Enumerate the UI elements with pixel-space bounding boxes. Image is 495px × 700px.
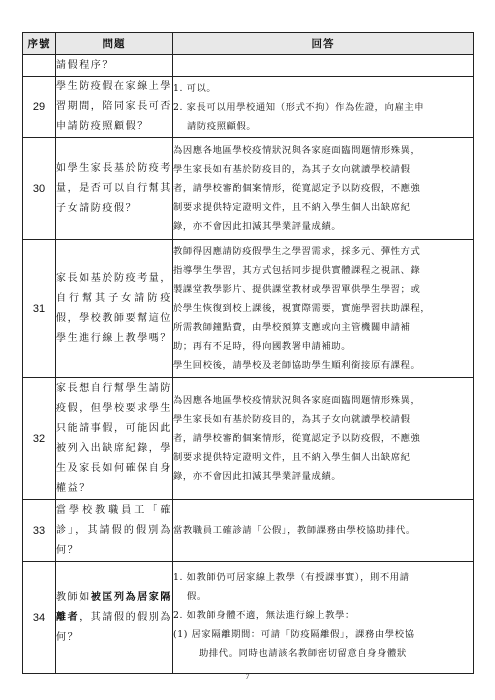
row-answer	[173, 138, 474, 240]
page-number: 7	[245, 672, 250, 681]
row-answer	[173, 240, 474, 378]
row-answer	[173, 378, 474, 500]
row-number: 33	[23, 500, 56, 562]
answer-line: 2. 如教師身體不適，無法進行線上教學：	[173, 610, 355, 621]
answer-line: 1. 如教師仍可居家線上教學（有授課事實），則不用請	[173, 572, 410, 583]
answer-line: 學生家長如有基於防疫目的，為其子女向就讀學校請假	[173, 414, 411, 425]
answer-line: 假。	[187, 591, 207, 602]
continuation-no-cell	[23, 55, 56, 77]
continuation-answer-cell	[173, 55, 474, 77]
header-question: 問題	[56, 33, 173, 55]
row-question: 如學生家長基於防疫考量，是否可以自行幫其子女請防疫假？	[56, 138, 173, 240]
row-number: 31	[23, 240, 56, 378]
row-number: 34	[23, 562, 56, 674]
row-number: 32	[23, 378, 56, 500]
row-answer	[173, 77, 474, 138]
answer-line: 請防疫照顧假。	[187, 120, 257, 132]
question-tail: ，其請假的假別為何？	[56, 611, 173, 643]
row-answer	[173, 562, 474, 674]
answer-line: 為因應各地區學校疫情狀況與各家庭面臨問題情形殊異，	[173, 145, 421, 156]
table-row	[23, 138, 474, 240]
answer-line: 於學生恢復到校上課後，視實際需要，實施學習扶助課程，	[173, 303, 431, 314]
answer-line: 製課堂教學影片、提供課堂教材或學習單供學生學習；或	[173, 284, 421, 295]
row-answer	[173, 500, 474, 562]
answer-line: 教師得因應請防疫假學生之學習需求，採多元、彈性方式	[173, 246, 421, 257]
table-row	[23, 77, 474, 138]
answer-line: 者，請學校審酌個案情形，從寬認定予以防疫假，不應強	[173, 433, 421, 444]
row-question: 學生防疫假在家線上學習期間，陪同家長可否申請防疫照顧假？	[56, 77, 173, 138]
answer-line: 1. 可以。	[173, 82, 217, 94]
header-row	[23, 33, 474, 55]
answer-line: 2. 家長可以用學校通知（形式不拘）作為佐證，向雇主申	[173, 101, 425, 113]
answer-line: 錄，亦不會因此扣減其學業評量成績。	[173, 471, 342, 482]
continuation-row	[23, 55, 474, 77]
answer-line: 所需教師鐘點費，由學校預算支應或向主管機關申請補	[173, 322, 411, 333]
answer-line: 助；再有不足時，得向國教署申請補助。	[173, 341, 352, 352]
answer-line: 為因應各地區學校疫情狀況與各家庭面臨問題情形殊異，	[173, 395, 421, 406]
header-answer: 回答	[173, 33, 474, 55]
answer-line: 當教職員工確診請「公假」，教師課務由學校協助排代。	[173, 525, 416, 536]
table-row	[23, 500, 474, 562]
answer-line: 者，請學校審酌個案情形，從寬認定予以防疫假，不應強	[173, 183, 421, 194]
faq-sheet	[22, 32, 473, 674]
faq-table	[22, 32, 474, 674]
row-number: 30	[23, 138, 56, 240]
table-row	[23, 240, 474, 378]
row-question: 家長想自行幫學生請防疫假，但學校要求學生只能請事假，可能因此被列入出缺席紀錄，學生及家長如何確保自身權益？	[56, 378, 173, 500]
answer-line: 錄，亦不會因此扣減其學業評量成績。	[173, 221, 342, 232]
answer-line: 學生家長如有基於防疫目的，為其子女向就讀學校請假	[173, 164, 411, 175]
table-row	[23, 562, 474, 674]
answer-line: 制要求提供特定證明文件，且不納入學生個人出缺席紀	[173, 452, 411, 463]
answer-line: 制要求提供特定證明文件，且不納入學生個人出缺席紀	[173, 202, 411, 213]
question-emphasis: 被匡列為居家隔離者	[56, 591, 173, 623]
continuation-question: 請假程序？	[56, 55, 173, 77]
header-no: 序號	[23, 33, 56, 55]
row-question: 當學校教職員工「確診」，其請假的假別為何？	[56, 500, 173, 562]
table-row	[23, 378, 474, 500]
answer-line: 學生回校後，請學校及老師協助學生順利銜接原有課程。	[173, 360, 421, 371]
row-number: 29	[23, 77, 56, 138]
row-question	[56, 562, 173, 674]
row-question: 家長如基於防疫考量，自行幫其子女請防疫假，學校教師要幫這位學生進行線上教學嗎？	[56, 240, 173, 378]
question-lead: 教師如	[56, 591, 91, 603]
answer-line: 指導學生學習，其方式包括同步提供實體課程之視訊、錄	[173, 265, 421, 276]
answer-line: (1) 居家隔離期間：可請「防疫隔離假」，課務由學校協	[173, 629, 415, 640]
answer-line: 助排代。同時也請該名教師密切留意自身身體狀	[199, 648, 407, 659]
